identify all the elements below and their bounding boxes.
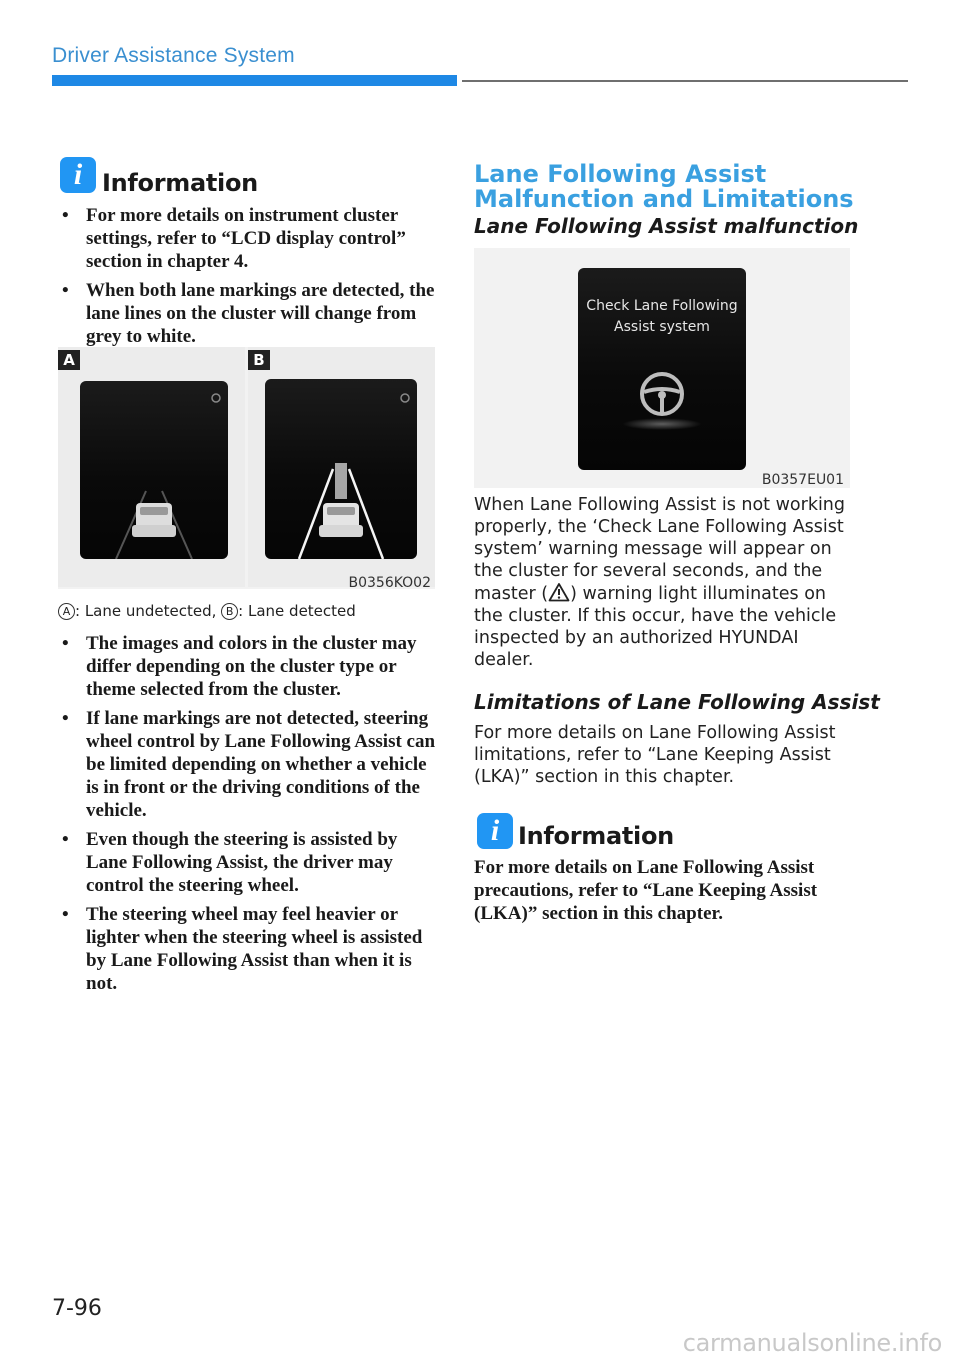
caption-b-text: : Lane detected (238, 602, 356, 620)
warning-message-line2: Assist system (614, 319, 710, 335)
page-number: 7-96 (52, 1296, 102, 1321)
caption-symbol-a: A (58, 603, 75, 620)
section-title-line1: Lane Following Assist (474, 160, 767, 188)
note-item: • The steering wheel may feel heavier or lighter when the steering wheel is assisted by Lane Following Assist than when it is not. (58, 903, 438, 995)
panel-b-label: B (248, 350, 270, 370)
malfunction-paragraph (474, 494, 852, 671)
warning-message (578, 296, 746, 338)
info-box-list (58, 204, 438, 354)
running-header: Driver Assistance System (52, 44, 295, 67)
panel-a (58, 347, 245, 587)
limitations-subtitle: Limitations of Lane Following Assist (474, 690, 880, 714)
section-title-line2: Malfunction and Limitations (474, 185, 854, 213)
warning-triangle-icon (548, 582, 570, 602)
info-box-title: Information (518, 822, 674, 850)
cluster-screen-a (80, 381, 228, 559)
steering-wheel-icon (636, 368, 688, 420)
wheel-glow (622, 418, 702, 430)
header-rule (462, 80, 908, 82)
caption-a-text: : Lane undetected, (75, 602, 222, 620)
info-icon: i (60, 157, 96, 193)
warning-message-line1: Check Lane Following (586, 298, 738, 314)
malfunction-text-part1: When Lane Following Assist is not working properly, the ‘Check Lane Following Assist system’ warning message will appear on the cluster for several seconds, and the master ( (474, 495, 846, 604)
panel-a-label: A (58, 350, 80, 370)
watermark: carmanualsonline.info (682, 1329, 942, 1357)
figure-code: B0356KO02 (348, 575, 431, 591)
malfunction-subtitle: Lane Following Assist malfunction (474, 214, 859, 238)
figure-code: B0357EU01 (761, 472, 844, 488)
lane-undetected-illustration (80, 381, 228, 559)
info-box-item: • When both lane markings are detected, the lane lines on the cluster will change from grey to white. (58, 279, 438, 348)
info-box-title: Information (102, 169, 258, 197)
caption-symbol-b: B (221, 603, 238, 620)
cluster-figure (58, 347, 435, 589)
limitations-paragraph: For more details on Lane Following Assist limitations, refer to “Lane Keeping Assist (LKA)” section in this chapter. (474, 723, 836, 787)
panel-b (248, 347, 435, 587)
lane-detected-illustration (265, 379, 417, 559)
figure-caption (58, 602, 356, 620)
notes-list (58, 632, 438, 1001)
warning-screen (578, 268, 746, 470)
warning-figure (474, 248, 850, 488)
note-item: • If lane markings are not detected, steering wheel control by Lane Following Assist can be limited depending on whether a vehicle is in front or the driving conditions of the vehicle. (58, 707, 438, 822)
note-item: • Even though the steering is assisted by Lane Following Assist, the driver may control the steering wheel. (58, 828, 438, 897)
info-icon: i (477, 813, 513, 849)
header-rule-accent (52, 75, 457, 86)
info-box-text: For more details on Lane Following Assist precautions, refer to “Lane Keeping Assist (LKA)” section in this chapter. (474, 857, 818, 924)
info-box-item: • For more details on instrument cluster settings, refer to “LCD display control” section in chapter 4. (58, 204, 438, 273)
cluster-screen-b (265, 379, 417, 559)
malfunction-text-part2: ) warning light illuminates on the cluster. If this occur, have the vehicle inspected by an authorized HYUNDAI dealer. (474, 584, 837, 670)
note-item: • The images and colors in the cluster may differ depending on the cluster type or theme selected from the cluster. (58, 632, 438, 701)
section-title (474, 162, 854, 212)
